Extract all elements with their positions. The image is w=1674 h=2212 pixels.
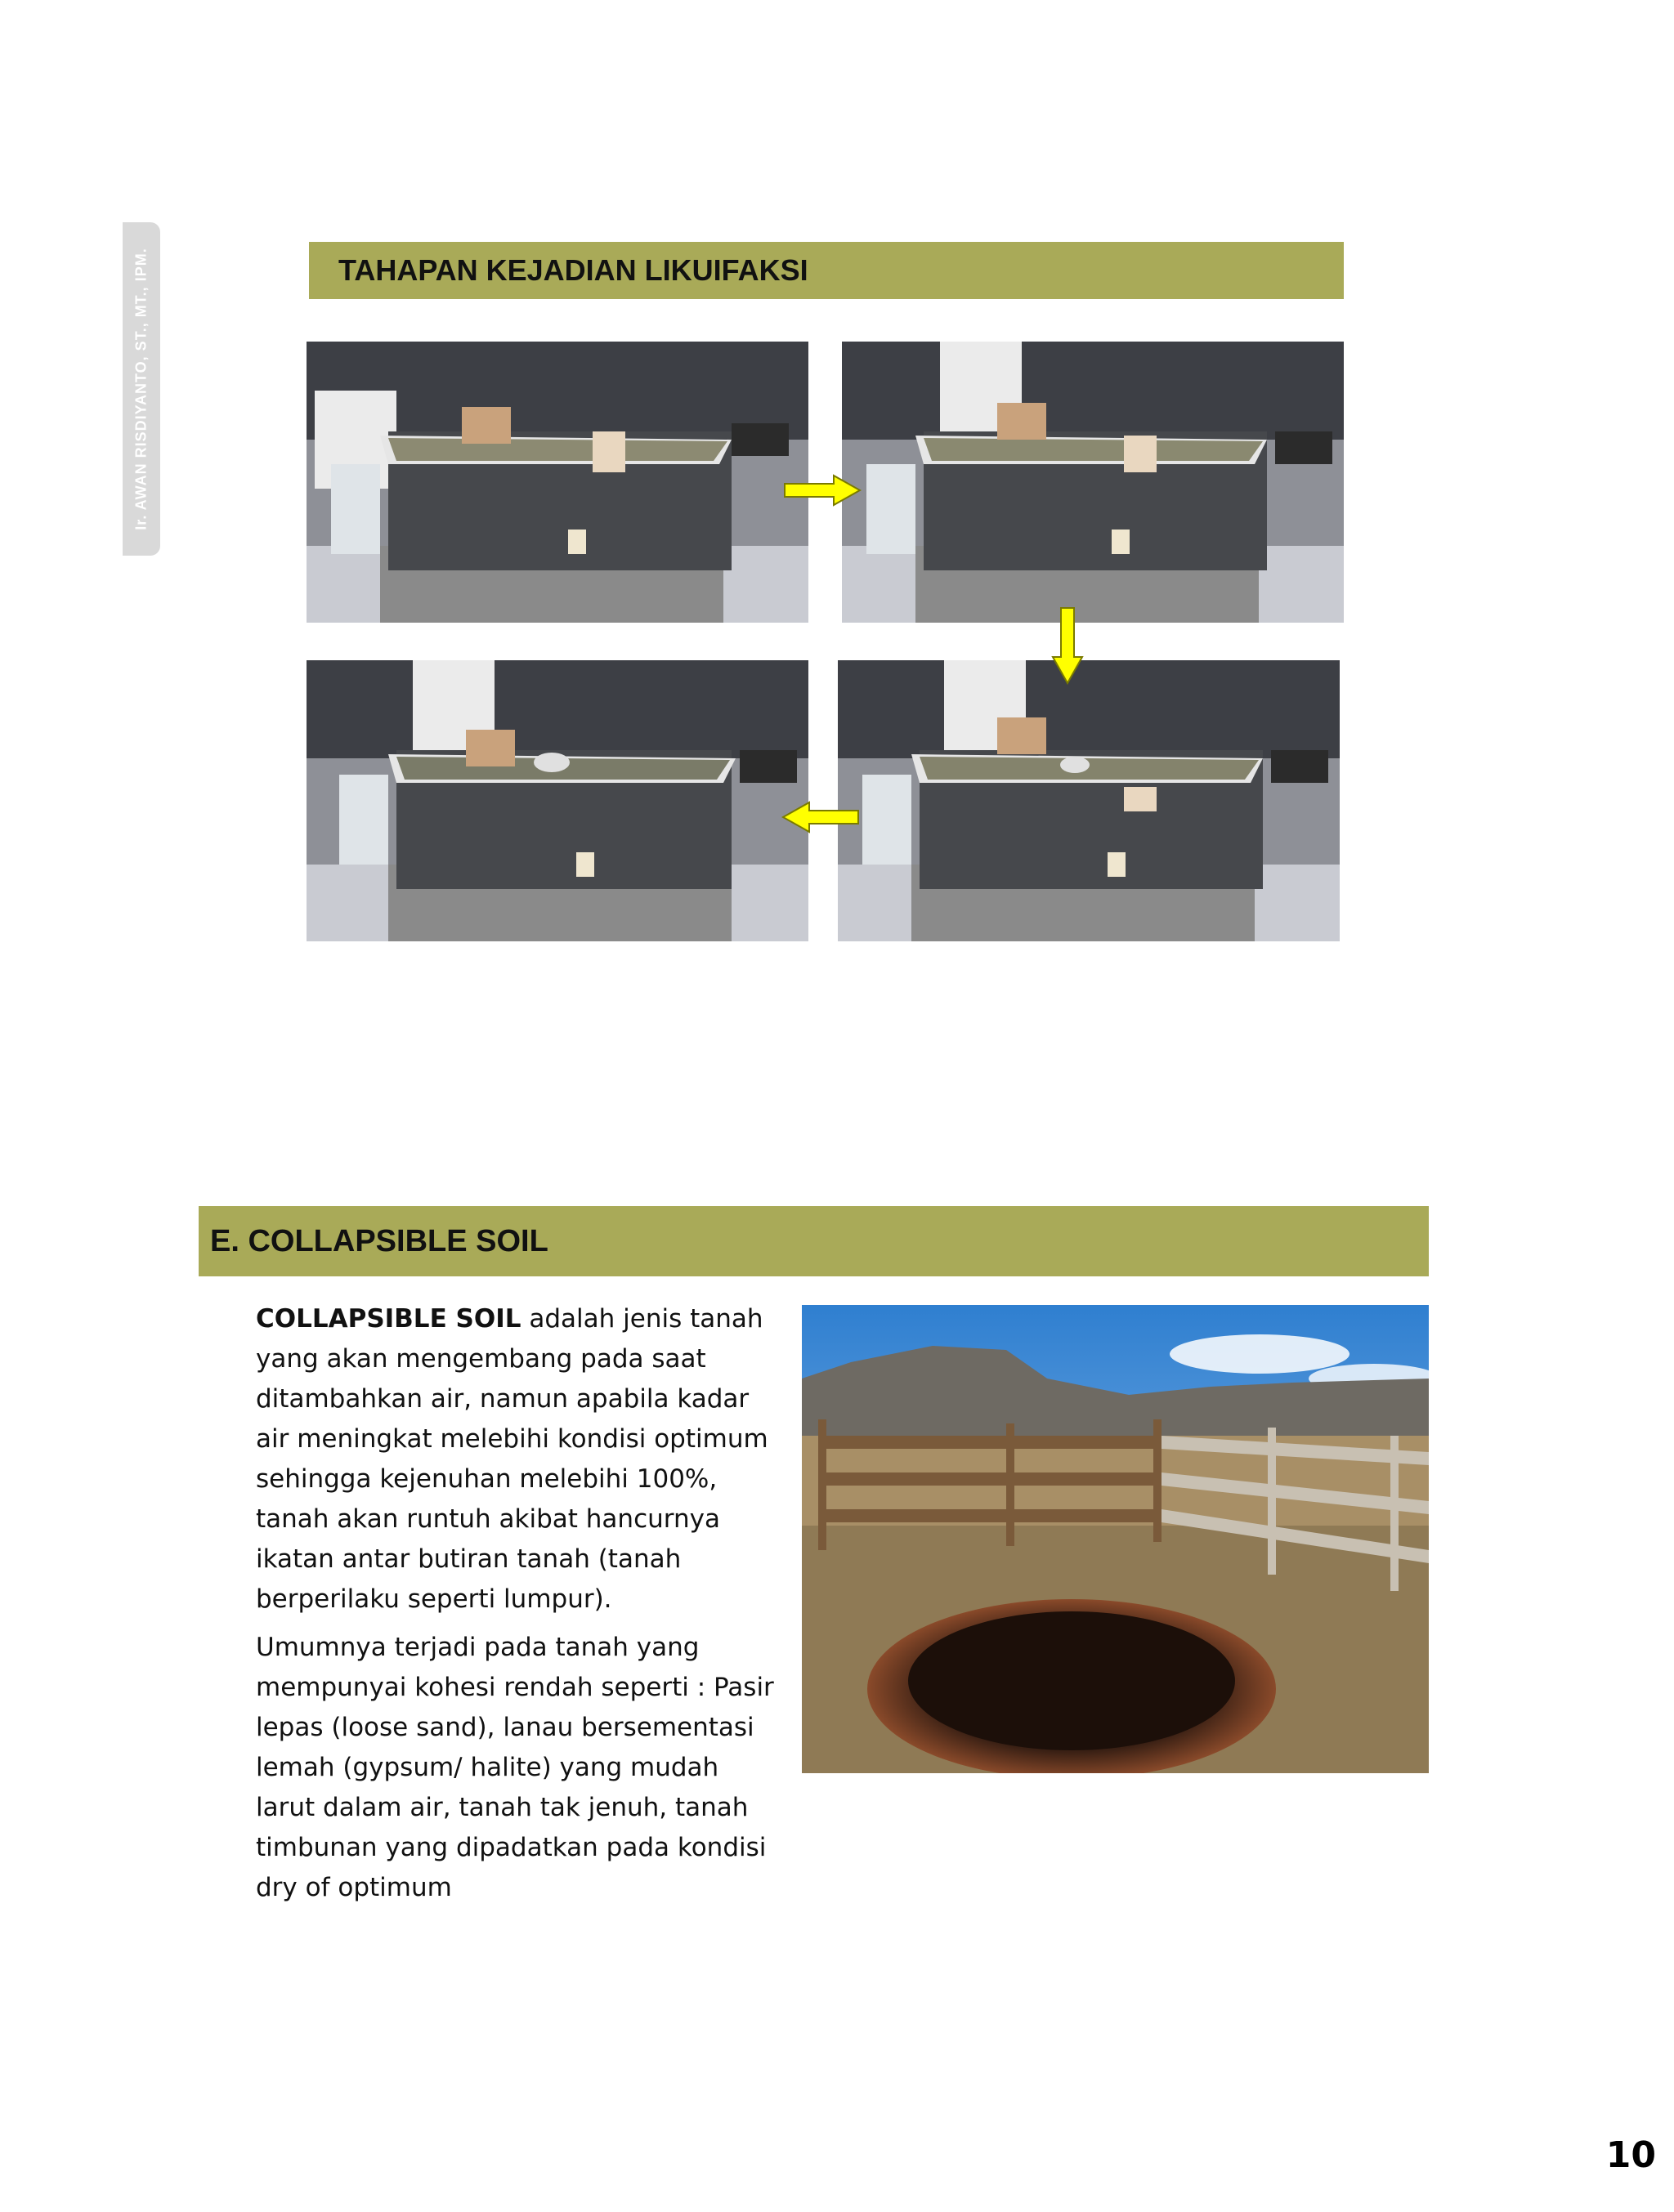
liquefaction-photo-2 [842, 342, 1344, 623]
paragraph-2: Umumnya terjadi pada tanah yang mempunyai kohesi rendah seperti : Pasir lepas (loose sand), lanau bersementasi lemah (gypsum/ halite) yang mudah larut dalam air, tanah tak jenuh, tanah timbunan yang dipadatkan pada kondisi dry of optimum [256, 1633, 774, 1902]
collapsible-soil-text [256, 1299, 779, 1916]
collapsible-soil-heading: E. COLLAPSIBLE SOIL [199, 1206, 1429, 1276]
liquefaction-photo-1 [307, 342, 808, 623]
arrow-down-icon [1051, 606, 1084, 685]
page-number: 10 [1605, 2134, 1656, 2176]
paragraph-1-text: adalah jenis tanah yang akan mengembang pada saat ditambahkan air, namun apabila kadar air meningkat melebihi kondisi optimum sehingga kejenuhan melebihi 100%, tanah akan runtuh akibat hancurnya ikatan antar butiran tanah (tanah berperilaku seperti lumpur). [256, 1304, 768, 1614]
sinkhole-photo [802, 1305, 1429, 1773]
liquefaction-photo-3 [307, 660, 808, 941]
arrow-right-icon [783, 474, 862, 507]
paragraph-1 [256, 1299, 779, 1620]
term-bold: COLLAPSIBLE SOIL [256, 1304, 521, 1334]
arrow-left-icon [781, 801, 860, 833]
liquefaction-photo-4 [838, 660, 1340, 941]
author-watermark: Ir. AWAN RISDIYANTO, ST., MT., IPM. [132, 248, 150, 530]
liquefaction-heading: TAHAPAN KEJADIAN LIKUIFAKSI [309, 242, 1344, 299]
